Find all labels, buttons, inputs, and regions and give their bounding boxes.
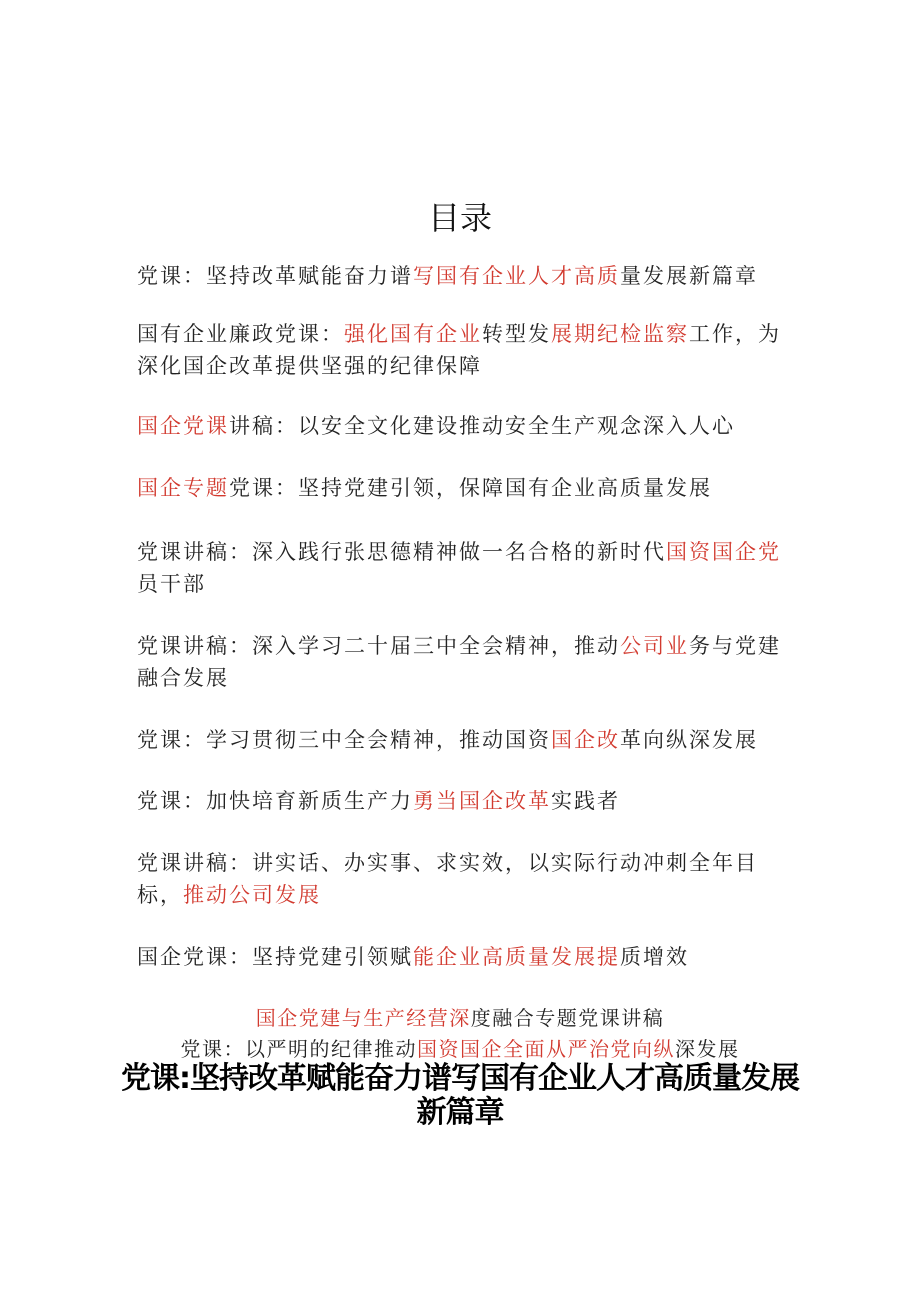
entry-text: 革向纵深发展 (620, 728, 758, 752)
toc-entry-11 (0, 1004, 920, 1032)
toc-entry-1 (137, 260, 797, 292)
entry-text: 党课：坚持改革赋能奋力谱 (137, 264, 413, 288)
entry-text: 党课：加快培育新质生产力 (137, 789, 413, 813)
entry-text: 工作，为深化国企改革提供坚强的纪律保障 (137, 322, 781, 378)
entry-text: 务与党建融合发展 (137, 634, 781, 690)
entry-highlight: 勇当国企改革 (413, 789, 551, 813)
entry-text: 党课讲稿：深入践行张思德精神做一名合格的新时代 (137, 540, 666, 564)
entry-highlight: 国资国企党 (666, 540, 781, 564)
entry-highlight: 国企党建与生产经营深 (255, 1006, 471, 1030)
entry-text: 质增效 (620, 945, 689, 969)
entry-text: 党课：以严明的纪律推动 (180, 1037, 417, 1061)
entry-highlight: 国企专题 (137, 476, 229, 500)
toc-entry-10 (137, 941, 797, 973)
entry-highlight: 国企改 (551, 728, 620, 752)
toc-entry-5 (137, 536, 797, 600)
toc-entry-7 (137, 724, 797, 756)
entry-text: 党课讲稿：讲实话、办实事、求实效，以实际行动冲刺全年目标， (137, 851, 758, 907)
entry-highlight: 推动公司发展 (183, 883, 321, 907)
toc-entry-2 (137, 318, 797, 382)
entry-highlight: 能企业高质量发展提 (413, 945, 620, 969)
entry-highlight: 国企党课 (137, 414, 229, 438)
toc-entry-3 (137, 410, 797, 442)
toc-entry-4 (137, 472, 797, 504)
entry-text: 党课：坚持党建引领，保障国有企业高质量发展 (229, 476, 712, 500)
entry-text: 度融合专题党课讲稿 (470, 1006, 665, 1030)
entry-text: 转型发 (482, 322, 551, 346)
entry-text: 量发展新篇章 (620, 264, 758, 288)
toc-entry-8 (137, 785, 797, 817)
entry-text: 讲稿：以安全文化建设推动安全生产观念深入人心 (229, 414, 735, 438)
toc-entry-12 (0, 1035, 920, 1063)
toc-entry-6 (137, 630, 797, 694)
entry-text: 实践者 (551, 789, 620, 813)
entry-text: 国有企业廉政党课： (137, 322, 344, 346)
entry-highlight: 国资国企全面从严治党向纵 (417, 1037, 675, 1061)
toc-title: 目录 (427, 199, 492, 237)
toc-entry-9 (137, 847, 797, 911)
entry-text: 国企党课：坚持党建引领赋 (137, 945, 413, 969)
entry-highlight: 展期纪检监察 (551, 322, 689, 346)
entry-highlight: 公司业 (620, 634, 689, 658)
entry-highlight: 强化国有企业 (344, 322, 482, 346)
entry-text: 党课：学习贯彻三中全会精神，推动国资 (137, 728, 551, 752)
entry-text: 员干部 (137, 572, 206, 596)
entry-highlight: 写国有企业人才高质 (413, 264, 620, 288)
entry-text: 深发展 (675, 1037, 740, 1061)
document-heading: 党课:坚持改革赋能奋力谱写国有企业人才高质量发展新篇章 (121, 1061, 799, 1130)
entry-text: 党课讲稿：深入学习二十届三中全会精神，推动 (137, 634, 620, 658)
